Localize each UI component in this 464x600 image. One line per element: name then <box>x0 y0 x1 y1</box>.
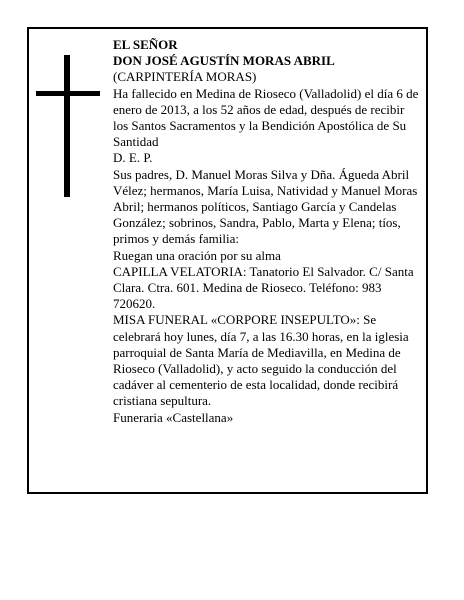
death-announcement: Ha fallecido en Medina de Rioseco (Valladolid) el día 6 de enero de 2013, a los 52 años de edad, después de recibir los Santos Sacramentos y la Bendición Apostólica de Su Santidad <box>113 85 419 150</box>
cross-vertical-bar <box>64 55 70 197</box>
family-list: Sus padres, D. Manuel Moras Silva y Dña. Águeda Abril Vélez; hermanos, María Luisa, Natividad y Manuel Moras Abril; hermanos políticos, Santiago García y Candelas González; sobrinos, Sandra, Pablo, Marta y Elena; tíos, primos y demás familia: <box>113 166 418 247</box>
funeral-mass-details: MISA FUNERAL «CORPORE INSEPULTO»: Se celebrará hoy lunes, día 7, a las 16.30 horas, en la iglesia parroquial de Santa María de Mediavilla, en Medina de Rioseco (Valladolid), y acto seguido la conducción del cadáver al cementerio de esta localidad, donde recibirá cristiana sepultura. <box>113 312 409 409</box>
wake-details: CAPILLA VELATORIA: Tanatorio El Salvador. C/ Santa Clara. Ctra. 601. Medina de Rioseco. Teléfono: 983 720620. <box>113 263 414 312</box>
deceased-name: DON JOSÉ AGUSTÍN MORAS ABRIL <box>113 53 335 69</box>
notice-title-line1: EL SEÑOR <box>113 37 178 52</box>
cross-horizontal-bar <box>36 91 100 96</box>
cross-icon <box>36 55 100 197</box>
deceased-business: (CARPINTERÍA MORAS) <box>113 69 257 85</box>
funeral-home: Funeraria «Castellana» <box>113 409 234 425</box>
obituary-text <box>113 37 421 426</box>
rest-in-peace: D. E. P. <box>113 150 153 166</box>
prayer-request: Ruegan una oración por su alma <box>113 247 281 263</box>
